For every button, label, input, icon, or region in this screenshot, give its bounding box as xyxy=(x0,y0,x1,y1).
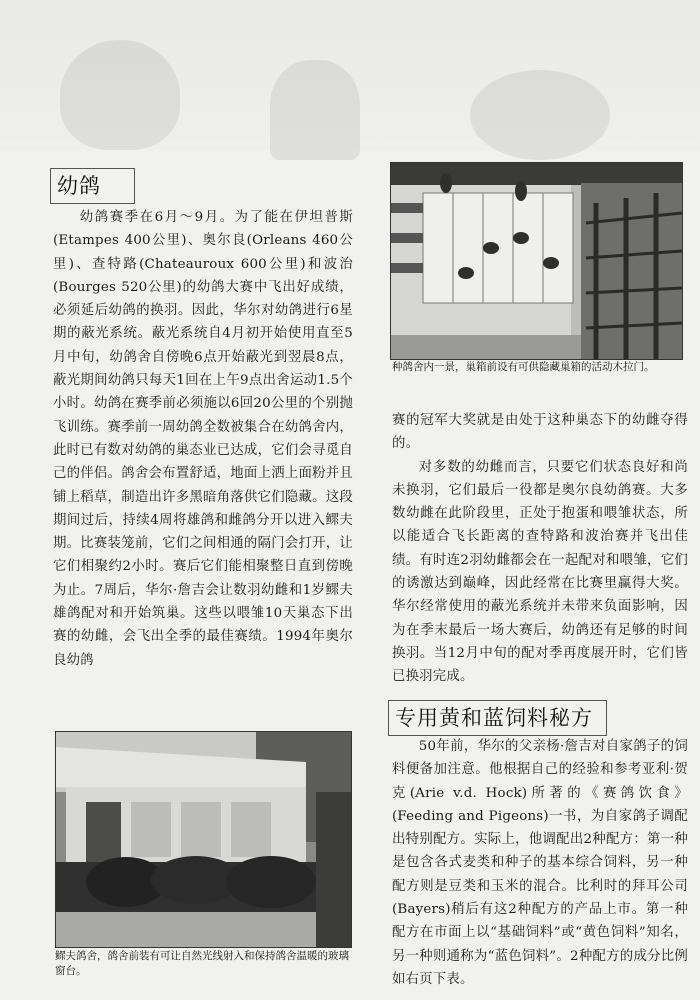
right-paragraph-two: 对多数的幼雌而言，只要它们状态良好和尚未换羽，它们最后一役都是奥尔良幼鸽赛。大多数幼雌在此阶段里，正处于抱蛋和喂雏状态，所以能适合飞长距离的查特路和波治赛并飞出佳绩。有时连2羽幼雌都会在一起配对和喂雏，它们的诱激达到巅峰，因此经常在比赛里赢得大奖。华尔经常使用的蔽光系统并未带来负面影响，因为在季末最后一场大赛后，幼鸽还有足够的时间换羽。当12月中旬的配对季再度展开时，它们皆已换羽完成。 xyxy=(392,459,688,685)
faded-person-figure xyxy=(270,60,360,160)
right-column-body-bottom xyxy=(392,735,688,991)
faded-pigeon-figure-right xyxy=(470,70,610,160)
right-paragraph-continuation: 赛的冠军大奖就是由处于这种巢态下的幼雌夺得的。 xyxy=(392,413,688,452)
widower-loft-photo xyxy=(55,731,352,948)
faded-pigeon-figure xyxy=(60,40,180,150)
widower-loft-image xyxy=(56,732,351,947)
section-heading-young-pigeons: 幼鸽 xyxy=(50,168,135,204)
left-column-body xyxy=(53,206,353,692)
breeding-loft-photo xyxy=(390,162,683,360)
section-heading-feed-recipe: 专用黄和蓝饲料秘方 xyxy=(388,700,607,736)
breeding-loft-image xyxy=(391,163,682,359)
breeding-loft-caption: 种鸽舍内一景，巢箱前设有可供隐藏巢箱的活动木拉门。 xyxy=(392,361,655,373)
right-column-body-top xyxy=(392,409,688,689)
right-paragraph-three: 50年前，华尔的父亲杨·詹吉对自家鸽子的饲料便备加注意。他根据自己的经验和参考亚利·贺克(Arie v.d. Hock)所著的《赛鸽饮食》(Feeding and Pigeons)一书，为自家鸽子调配出特别配方。实际上，他调配出2种配方：第一种是包含各式麦类和种子的基本综合饲料，另一种配方则是豆类和玉米的混合。比利时的拜耳公司(Bayers)稍后有这2种配方的产品上市。第一种配方在市面上以“基础饲料”或“黄色饲料”知名，另一种则通称为“蓝色饲料”。2种配方的成分比例如右页下表。 xyxy=(392,739,688,987)
left-paragraph: 幼鸽赛季在6月～9月。为了能在伊坦普斯(Etampes 400公里)、奥尔良(Orleans 460公里)、查特路(Chateauroux 600公里)和波治(Bourges 520公里)的幼鸽大赛中飞出好成绩，必须延后幼鸽的换羽。因此，华尔对幼鸽进行6星期的蔽光系统。蔽光系统自4月初开始使用直至5月中旬，幼鸽舍自傍晚6点开始蔽光到翌晨8点，蔽光期间幼鸽只每天1回在上午9点出舍运动1.5个小时。幼鸽在赛季前必须施以6回20公里的个别抛飞训练。赛季前一周幼鸽全数被集合在幼鸽舍内，此时已有数对幼鸽的巢态业已达成，它们会寻觅自己的伴侣。鸽舍会布置舒适，地面上洒上面粉并且铺上稻草，制造出许多黑暗角落供它们隐藏。这段期间过后，持续4周将雄鸽和雌鸽分开以进入鳏夫期。比赛装笼前，它们之间相通的隔门会打开，让它们相聚约2小时。赛后它们能相聚整日直到傍晚为止。7周后，华尔·詹吉会让数羽幼雌和1岁鳏夫雄鸽配对和开始筑巢。这些以喂雏10天巢态下出赛的幼雌，会飞出全季的最佳赛绩。1994年奥尔良幼鸽 xyxy=(53,210,353,668)
widower-loft-caption: 鳏夫鸽舍，鸽舍前装有可让自然光线射入和保持鸽舍温暖的玻璃窗台。 xyxy=(55,950,349,977)
